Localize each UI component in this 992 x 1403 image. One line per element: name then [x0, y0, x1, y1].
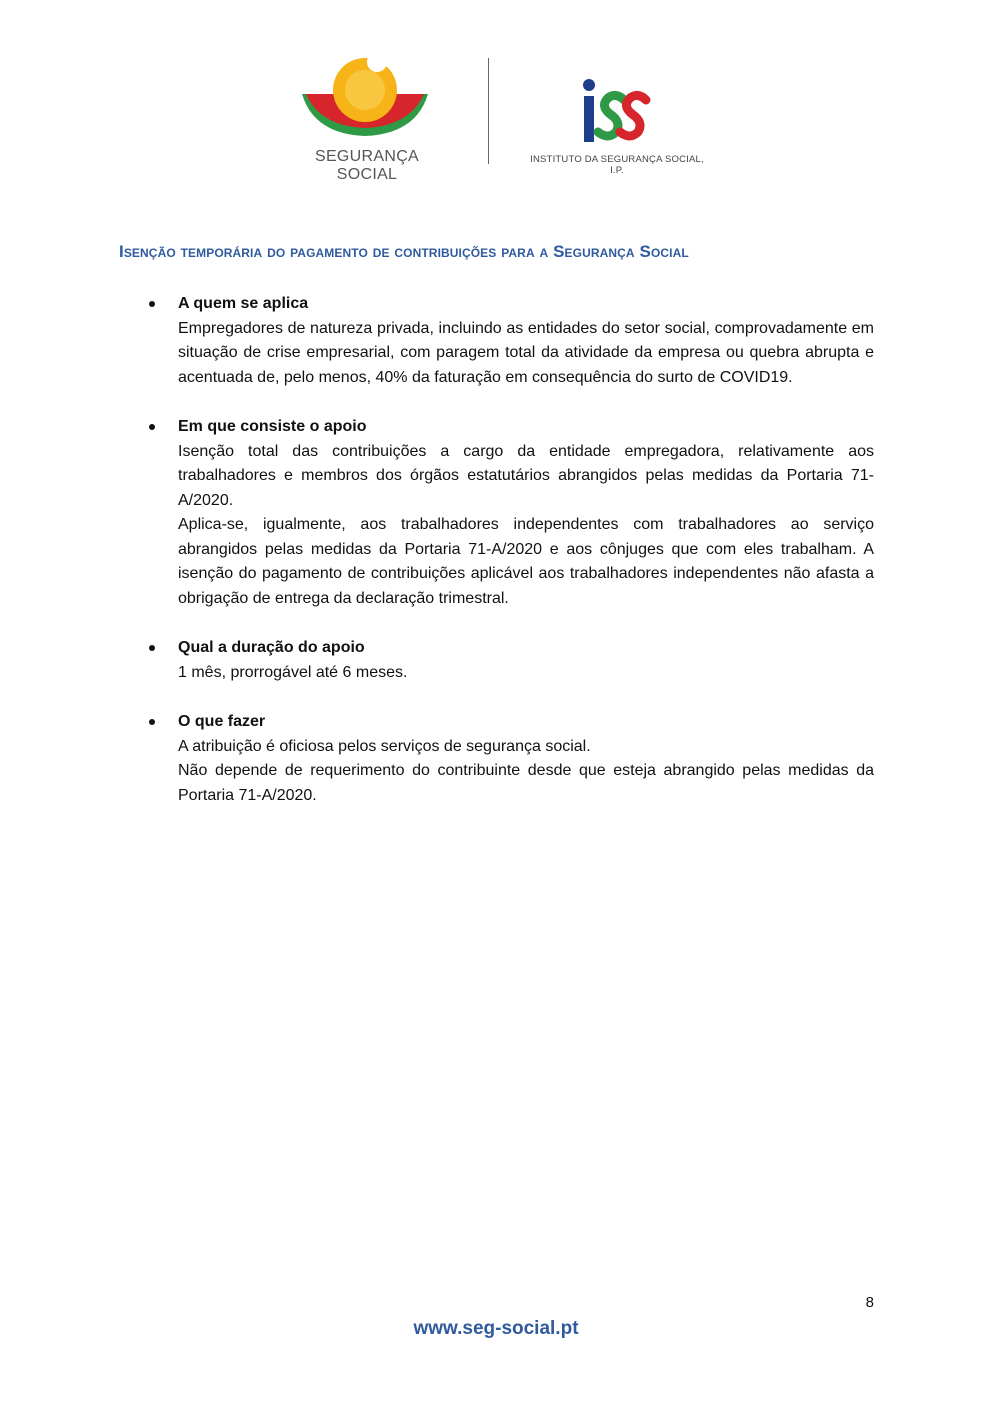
page-title: Isenção temporária do pagamento de contribuições para a Segurança Social: [119, 242, 689, 261]
section-paragraph: A atribuição é oficiosa pelos serviços de segurança social.: [178, 737, 591, 755]
section-em-que-consiste: [178, 415, 874, 611]
section-paragraph: Não depende de requerimento do contribuinte desde que esteja abrangido pelas medidas da Portaria 71-A/2020.: [178, 762, 874, 804]
bullet-icon: [149, 645, 155, 651]
section-paragraph: Aplica-se, igualmente, aos trabalhadores independentes com trabalhadores ao serviço abrangidos pelas medidas da Portaria 71-A/2020 e aos cônjuges que com eles trabalham. A isenção do pagamento de contribuições aplicável aos trabalhadores independentes não afasta a obrigação de entrega da declaração trimestral.: [178, 516, 874, 607]
iss-logo: [578, 78, 652, 146]
seguranca-social-logo: [298, 56, 432, 136]
section-heading: Qual a duração do apoio: [178, 639, 365, 656]
header-divider: [488, 58, 489, 164]
document-body: [178, 292, 874, 833]
page-number: 8: [865, 1294, 874, 1311]
section-heading: Em que consiste o apoio: [178, 418, 367, 435]
website-link[interactable]: www.seg-social.pt: [413, 1318, 579, 1339]
section-o-que-fazer: [178, 710, 874, 808]
section-a-quem-se-aplica: [178, 292, 874, 390]
bullet-icon: [149, 424, 155, 430]
section-paragraph: 1 mês, prorrogável até 6 meses.: [178, 663, 408, 681]
iss-logo-text: INSTITUTO DA SEGURANÇA SOCIAL, I.P.: [530, 154, 704, 176]
page-header: [0, 50, 992, 183]
bullet-icon: [149, 719, 155, 725]
section-paragraph: Isenção total das contribuições a cargo da entidade empregadora, relativamente aos trabalhadores e membros dos órgãos estatutários abrangidos pelas medidas da Portaria 71-A/2020.: [178, 442, 874, 509]
section-paragraph: Empregadores de natureza privada, incluindo as entidades do setor social, comprovadamente em situação de crise empresarial, com paragem total da atividade da empresa ou quebra abrupta e acentuada de, pelo menos, 40% da faturação em consequência do surto de COVID19.: [178, 319, 874, 386]
seguranca-social-logo-text: SEGURANÇA SOCIAL: [314, 148, 420, 183]
section-heading: O que fazer: [178, 713, 266, 730]
bullet-icon: [149, 301, 155, 307]
section-duracao: [178, 636, 874, 685]
section-heading: A quem se aplica: [178, 295, 309, 312]
